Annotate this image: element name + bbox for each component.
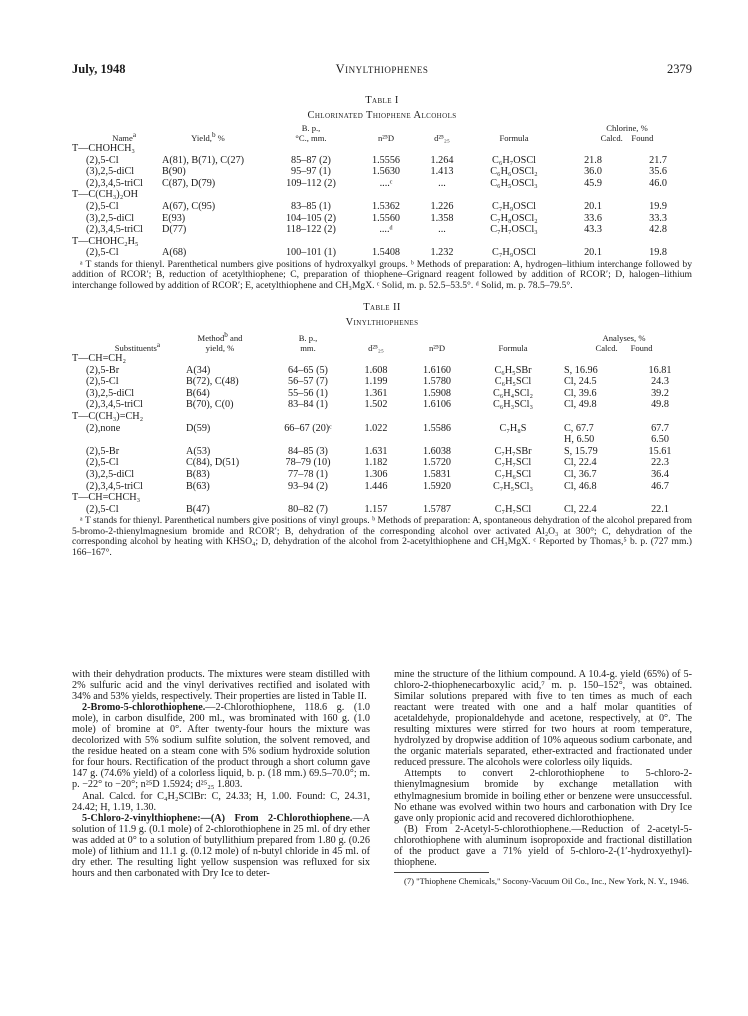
table-cell: B(64) [186,387,210,399]
table-cell: C₆H₄SCl₂ [492,387,534,399]
table-cell: B(90) [162,166,186,178]
group-label: T—CH=CH₂ [72,353,127,365]
col-header-chlorine: Chlorine, % Calcd. Found [600,123,654,143]
table-cell: C₆H₆OSCl₂ [490,166,538,178]
table-cell: Cl, 22.4 [564,503,597,515]
group-row [72,189,692,201]
table-cell: (3),2,5-diCl [86,166,135,178]
table-cell: 1.6106 [422,399,451,411]
table-cell: C₇H₈S [499,422,527,434]
table-cell: 1.631 [364,445,388,457]
table-cell: 104–105 (2) [285,212,337,224]
table-cell: (2),5-Br [86,364,120,376]
table-cell: A(68) [162,247,187,259]
table-cell [470,434,556,446]
table-cell: 84–85 (3) [288,445,328,457]
table-cell: 109–112 (2) [286,177,336,189]
table-cell: (2),3,4,5-triCl [86,177,143,189]
table-cell: H, 6.50 [564,434,595,446]
table-cell: Cl, 39.6 [564,387,597,399]
col-header-name: Name$^a$ [112,130,136,143]
table-cell: 33.3 [649,212,667,224]
table-cell: 64–65 (5) [288,364,328,376]
table-cell: A(34) [186,364,211,376]
col-header-n2: n²⁵D [428,342,446,353]
col-header-formula2: Formula [498,342,528,353]
table-cell: 35.6 [649,166,667,178]
table-cell: 1.608 [364,364,388,376]
table-cell: (2),3,4,5-triCl [86,480,143,492]
table-cell: 1.5831 [422,468,451,480]
table1 [72,124,692,259]
table-cell: S, 16.96 [564,364,598,376]
table1-header-row [72,124,692,143]
table-cell: 1.502 [364,399,388,411]
table-cell: 1.361 [364,387,388,399]
table-cell: C₇H₉OSCl [492,247,536,259]
table-cell: ....ᵈ [379,224,393,236]
table-cell: D(59) [186,422,211,434]
table1-body [72,143,692,259]
table-cell: 56–57 (7) [288,376,328,388]
table-row [72,481,692,493]
table-cell: 22.3 [651,457,669,469]
table-cell: 39.2 [651,387,669,399]
table-cell: (2),5-Cl [86,154,119,166]
table-cell: C₇H₇SCl [494,457,532,469]
col-header-n: n²⁵D [377,132,395,143]
col-header-d2: d²⁵₂₅ [368,342,384,353]
group-label: T—CHOHCH₃ [72,143,135,154]
table-cell: (3),2,5-diCl [86,468,135,480]
table-cell: C₆H₅OSCl₃ [490,177,538,189]
table-cell: 1.232 [430,247,454,259]
table-cell: 80–82 (7) [288,503,328,515]
table-cell: 46.0 [649,177,667,189]
table-cell: 19.9 [649,200,667,212]
paragraph: with their dehydration products. The mixtures were steam distilled with 2% sulfuric acid and the vinyl derivatives rectified and isolated with 34% and 53% yields, respectively. Their properties are listed in Table II. [72,669,370,703]
table-cell: 42.8 [649,224,667,236]
table2-title: Vinylthiophenes [345,317,419,329]
table-cell: 1.5920 [422,480,451,492]
table-cell: 1.413 [430,166,454,178]
paragraph: 2-Bromo-5-chlorothiophene.—2-Chlorothiophene, 118.6 g. (1.0 mole), in carbon disulfide, 200 ml., was brominated with 160 g. (1.0 mole) of bromine at 0°. After twenty-four hours the mixture was decolorized with 5% sodium sulfite solution, the solvent removed, and the residue heated on a steam cone with 5% sodium hydroxide solution for four hours. Rectification of the product through a short column gave 147 g. (74.6% yield) of a colorless liquid, b. p. (18 mm.) 69.5–70.0°; m. p. −22° to −20°; n²⁵D 1.5924; d²⁵₂₅ 1.803. [72,702,370,791]
table-cell: B(63) [186,480,210,492]
right-column [394,669,692,887]
footnote: (7) "Thiophene Chemicals," Socony-Vacuum Oil Co., Inc., New York, N. Y., 1946. [404,875,689,886]
table-cell: 1.5720 [422,457,451,469]
table-cell: (3),2,5-diCl [86,387,135,399]
table-cell: (2),5-Cl [86,247,119,259]
table-cell: Cl, 24.5 [564,376,597,388]
table-cell: 16.81 [648,364,672,376]
paragraph: (B) From 2-Acetyl-5-chlorothiophene.—Reduction of 2-acetyl-5-chlorothiophene with aluminum isopropoxide and fractional distillation of the product gave a 71% yield of 5-chloro-2-(1′-hydroxyethyl)-thiophene. [394,823,692,868]
table-cell: 1.5908 [422,387,451,399]
table-cell: 22.1 [651,503,669,515]
table-row [72,457,692,469]
table-cell [268,434,348,446]
header-date: July, 1948 [72,62,126,76]
table-cell: 1.5780 [422,376,451,388]
table-cell: 36.4 [651,468,669,480]
table-row [72,423,692,435]
table-cell: 1.264 [430,154,454,166]
table1-footnote: ᵃ T stands for thienyl. Parenthetical numbers give positions of hydroxyalkyl groups. ᵇ Methods of preparation: A, hydrogen–lithium interchange followed by addition of RCOR′; B, reduction of acetylthiophene; C, preparation of thiophene–Grignard reagent followed by addition of RCOR′; D, halogen–lithium interchange followed by addition of RCOR′; E, acetylthiophene and CH₃MgX. ᶜ Solid, m. p. 52.5–53.5°. ᵈ Solid, m. p. 78.5–79.5°. [72,258,692,291]
table-cell: C(87), D(79) [162,177,216,189]
table-cell: 100–101 (1) [285,247,337,259]
col-header-substituents: Substituents$^a$ [114,340,160,353]
table-cell: 1.6038 [422,445,451,457]
running-header [72,62,692,78]
table-cell: 20.1 [584,200,602,212]
table-row [72,365,692,377]
table-cell: 85–87 (2) [291,154,331,166]
table-cell: C₇H₇SBr [494,445,532,457]
page [72,62,692,558]
table-cell: 78–79 (10) [285,457,331,469]
table-cell: (2),none [86,422,121,434]
table-cell: B(83) [186,468,210,480]
table-row [72,247,692,259]
table-cell: ....ᶜ [379,177,393,189]
table-cell: (2),5-Cl [86,200,119,212]
table-cell: 1.5556 [371,154,400,166]
table-cell: 77–78 (1) [288,468,328,480]
table-cell: 55–56 (1) [288,387,328,399]
table-cell: 95–97 (1) [291,166,331,178]
table-cell: 1.6160 [422,364,451,376]
table-row [72,155,692,167]
col-header-bp2: B. p., mm. [298,333,318,353]
table-cell: A(53) [186,445,211,457]
table-cell: A(67), C(95) [162,200,216,212]
paragraph: mine the structure of the lithium compound. A 10.4-g. yield (65%) of 5-chloro-2-thiophenecarboxylic acid,⁷ m. p. 150–152°, was obtained. Similar solutions prepared with five to ten times as much of each reactant were treated with one and a half molar quantities of acetaldehyde, propionaldehyde and acetone, respectively, at 0°. The resulting mixtures were stirred for two hours at room temperature, hydrolyzed by dropwise addition of 10% aqueous sodium carbonate, and the organic materials separated, ether-extracted and fractionated under reduced pressure. The alcohols were colorless oily liquids. [394,669,692,769]
table-cell: Cl, 22.4 [564,457,597,469]
page-number: 2379 [667,62,692,76]
table-row [72,469,692,481]
group-row [72,143,692,155]
table-cell [404,434,470,446]
table-cell: 1.226 [430,200,454,212]
col-header-method: Method$^b$ and yield, % [197,331,243,353]
table-cell: 43.3 [584,224,602,236]
table1-number: Table I [365,95,399,106]
table-cell: 1.446 [364,480,388,492]
table-cell: 83–84 (1) [288,399,328,411]
table-cell: 49.8 [651,399,669,411]
table-cell [348,434,404,446]
col-header-formula: Formula [499,132,529,143]
table-cell [172,434,268,446]
table-cell: C₇H₆SCl [494,468,532,480]
table-row [72,213,692,225]
table-cell: 20.1 [584,247,602,259]
table-cell: (2),5-Br [86,445,120,457]
table-cell [72,434,172,446]
table-cell: B(47) [186,503,210,515]
group-row [72,236,692,248]
table2-number: Table II [363,302,401,314]
table-cell: Cl, 46.8 [564,480,597,492]
paragraph: Anal. Calcd. for C₄H₂SClBr: C, 24.33; H, 1.00. Found: C, 24.31, 24.42; H, 1.19, 1.30. [72,790,370,813]
table-cell: C₇H₇SCl [494,503,532,515]
table-cell: 33.6 [584,212,602,224]
footnote-rule [394,872,489,873]
table-cell: C₇H₅SCl₃ [492,480,534,492]
group-row [72,492,692,504]
table-cell: 1.5560 [371,212,400,224]
col-header-analyses: Analyses, % Calcd. Found [595,333,653,353]
table-cell: C₇H₉OSCl [492,200,536,212]
table-cell: Cl, 36.7 [564,468,597,480]
table-row [72,399,692,411]
table-cell: 19.8 [649,247,667,259]
table-cell: ... [438,224,446,236]
header-title: Vinylthiophenes [335,62,429,76]
table-cell: 67.7 [651,422,669,434]
table-cell: E(93) [162,212,186,224]
group-label: T—CHOHC₂H₅ [72,235,139,247]
table2-body [72,353,692,515]
table-cell: C₆H₇OSCl [492,154,536,166]
table-cell: 66–67 (20)ᶜ [284,422,332,434]
table-cell: C₇H₈OSCl₂ [490,212,538,224]
table2-header-row [72,331,692,353]
table1-title: Chlorinated Thiophene Alcohols [307,110,457,121]
table-cell: (2),5-Cl [86,457,119,469]
col-header-bp: B. p., °C., mm. [295,123,327,143]
group-row [72,411,692,423]
table-cell: 21.7 [649,154,667,166]
table-cell: 6.50 [651,434,669,446]
table-row [72,201,692,213]
table-row [72,504,692,516]
paragraph: Attempts to convert 2-chlorothiophene to 5-chloro-2-thienylmagnesium bromide by exchange metallation with ethylmagnesium bromide in boiling ether or benzene were unsuccessful. No ethane was evolved within two hours and carbonation with Dry Ice gave only propionic acid and recovered dichlorothiophene. [394,768,692,824]
left-column [72,669,370,879]
table-cell: (2),3,4,5-triCl [86,399,143,411]
table-cell: C₇H₇OSCl₃ [490,224,538,236]
col-header-d: d²⁵₂₅ [434,132,450,143]
table-cell: S, 15.79 [564,445,598,457]
table-cell: 1.5362 [371,200,400,212]
table-cell: 93–94 (2) [288,480,328,492]
table-cell: 1.182 [364,457,388,469]
table-cell: 15.61 [648,445,672,457]
table-cell: C₆H₅SCl [494,376,532,388]
table-row [72,224,692,236]
table-row [72,434,692,446]
table-cell: 1.5787 [422,503,451,515]
table-cell: (2),3,4,5-triCl [86,224,143,236]
table-cell: 46.7 [651,480,669,492]
table-cell: 118–122 (2) [286,224,336,236]
table-cell: B(72), C(48) [186,376,239,388]
table-cell: 45.9 [584,177,602,189]
table-cell: C₆H₃SCl₃ [492,399,534,411]
table-cell: 21.8 [584,154,602,166]
table-cell: 83–85 (1) [291,200,331,212]
table-cell: 24.3 [651,376,669,388]
col-header-yield: Yield,$^b$ % [191,130,225,143]
table-row [72,388,692,400]
group-label: T—C(CH₃)₂OH [72,189,138,201]
table-cell: C₆H₅SBr [494,364,532,376]
table-cell: D(77) [162,224,187,236]
group-label: T—CH=CHCH₃ [72,492,141,504]
group-label: T—C(CH₃)=CH₂ [72,410,144,422]
table-cell: 1.5408 [371,247,400,259]
table-cell: C(84), D(51) [186,457,240,469]
table-cell: 1.5630 [371,166,400,178]
table-cell: (3),2,5-diCl [86,212,135,224]
table-cell: 1.306 [364,468,388,480]
table-row [72,178,692,190]
table-cell: 1.199 [364,376,388,388]
table-cell: A(81), B(71), C(27) [162,154,245,166]
table-row [72,446,692,458]
table-cell: 1.5586 [422,422,451,434]
table2-footnote: ᵃ T stands for thienyl. Parenthetical numbers give positions of vinyl groups. ᵇ Methods of preparation: A, spontaneous dehydration of the alcohol prepared from 5-bromo-2-thienylmagnesium bromide and RCOR′; B, dehydration of the corresponding alcohol over activated Al₂O₃ at 300°; C, dehydration of the corresponding alcohol by heating with KHSO₄; D, dehydration of the alcohol from 2-acetylthiophene and CH₃MgX. ᶜ Reported by Thomas,⁵ b. p. (727 mm.) 166–167°. [72,515,692,558]
table-cell: C, 67.7 [564,422,594,434]
table-cell: (2),5-Cl [86,503,119,515]
table-cell: 1.358 [430,212,454,224]
table-row [72,376,692,388]
group-row [72,353,692,365]
table-cell: 36.0 [584,166,602,178]
table2 [72,331,692,515]
table-cell: ... [438,177,446,189]
table-cell: 1.022 [364,422,388,434]
table-row [72,166,692,178]
table-cell: B(70), C(0) [186,399,234,411]
table-cell: (2),5-Cl [86,376,119,388]
paragraph: 5-Chloro-2-vinylthiophene:—(A) From 2-Chlorothiophene.—A solution of 11.9 g. (0.1 mole) of 2-chlorothiophene in 25 ml. of dry ether was added at 0° to a solution of butyllithium prepared from 1.80 g. (0.26 mole) of lithium and 11.1 g. (0.12 mole) of n-butyl chloride in 45 ml. of dry ether. The resulting light yellow suspension was refluxed for six hours and then carbonated with Dry Ice to deter- [72,812,370,879]
table-cell: 1.157 [364,503,388,515]
table-cell: Cl, 49.8 [564,399,597,411]
